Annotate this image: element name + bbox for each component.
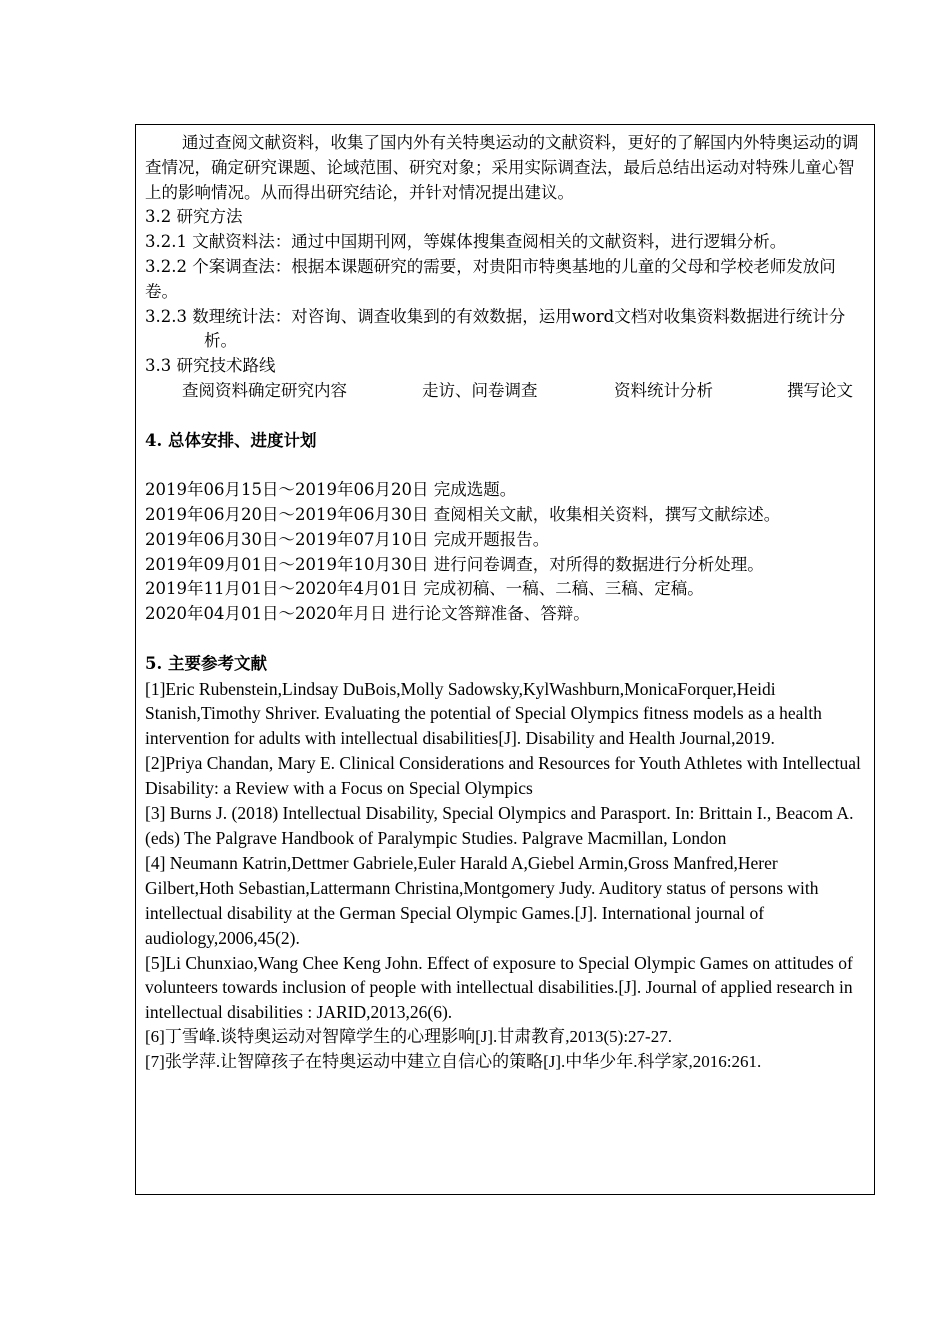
route-step: 查阅资料确定研究内容 <box>182 380 347 400</box>
document-table-cell <box>135 124 875 1195</box>
route-heading: 3.3 研究技术路线 <box>145 356 276 376</box>
method-literature: 3.2.1 文献资料法：通过中国期刊网，等媒体搜集查阅相关的文献资料，进行逻辑分析。 <box>145 232 787 252</box>
schedule-item: 2020年04月01日～2020年月日 进行论文答辩准备、答辩。 <box>145 604 590 624</box>
reference-item: [7]张学萍.让智障孩子在特奥运动中建立自信心的策略[J].中华少年.科学家,2016:261. <box>145 1052 762 1072</box>
methods-heading: 3.2 研究方法 <box>145 207 243 227</box>
route-step: 走访、问卷调查 <box>422 380 538 400</box>
method-case-survey: 3.2.2 个案调查法：根据本课题研究的需要，对贵阳市特奥基地的儿童的父母和学校老师发放问卷。 <box>145 256 836 301</box>
reference-item: [3] Burns J. (2018) Intellectual Disability, Special Olympics and Parasport. In: Brittain I., Beacom A. (eds) The Palgrave Handbook of Paralympic Studies. Palgrave Macmillan, London <box>145 803 854 848</box>
schedule-item: 2019年06月15日～2019年06月20日 完成选题。 <box>145 480 517 500</box>
route-step: 资料统计分析 <box>614 380 713 400</box>
route-step: 撰写论文 <box>787 380 853 400</box>
schedule-item: 2019年06月20日～2019年06月30日 查阅相关文献，收集相关资料，撰写文献综述。 <box>145 504 781 524</box>
cell-content <box>145 131 866 1075</box>
schedule-heading: 4. 总体安排、进度计划 <box>145 430 317 450</box>
schedule-item: 2019年09月01日～2019年10月30日 进行问卷调查，对所得的数据进行分析处理。 <box>145 554 764 574</box>
schedule-item: 2019年06月30日～2019年07月10日 完成开题报告。 <box>145 529 550 549</box>
references-heading: 5. 主要参考文献 <box>145 653 267 673</box>
intro-paragraph: 通过查阅文献资料，收集了国内外有关特奥运动的文献资料，更好的了解国内外特奥运动的调查情况，确定研究课题、论域范围、研究对象；采用实际调查法，最后总结出运动对特殊儿童心智上的影响情况。从而得出研究结论，并针对情况提出建议。 <box>145 133 859 202</box>
reference-item: [1]Eric Rubenstein,Lindsay DuBois,Molly Sadowsky,KylWashburn,MonicaForquer,Heidi Stanish,Timothy Shriver. Evaluating the potential of Special Olympics fitness models as a health intervention for adults with intellectual disabilities[J]. Disability and Health Journal,2019. <box>145 678 822 749</box>
route-steps <box>145 379 866 404</box>
schedule-item: 2019年11月01日～2020年4月01日 完成初稿、一稿、二稿、三稿、定稿。 <box>145 579 704 599</box>
reference-item: [4] Neumann Katrin,Dettmer Gabriele,Euler Harald A,Giebel Armin,Gross Manfred,Herer Gilbert,Hoth Sebastian,Lattermann Christina,Montgomery Judy. Auditory status of persons with intellectual disability at the German Special Olympic Games.[J]. International journal of audiology,2006,45(2). <box>145 852 819 948</box>
method-statistics: 3.2.3 数理统计法：对咨询、调查收集到的有效数据，运用word文档对收集资料数据进行统计分析。 <box>145 306 846 351</box>
reference-item: [2]Priya Chandan, Mary E. Clinical Considerations and Resources for Youth Athletes with Intellectual Disability: a Review with a Focus on Special Olympics <box>145 753 861 799</box>
reference-item: [5]Li Chunxiao,Wang Chee Keng John. Effect of exposure to Special Olympic Games on attitudes of volunteers towards inclusion of people with intellectual disabilities.[J]. Journal of applied research in intellectual disabilities : JARID,2013,26(6). <box>145 952 853 1023</box>
reference-item: [6]丁雪峰.谈特奥运动对智障学生的心理影响[J].甘肃教育,2013(5):27-27. <box>145 1027 672 1047</box>
